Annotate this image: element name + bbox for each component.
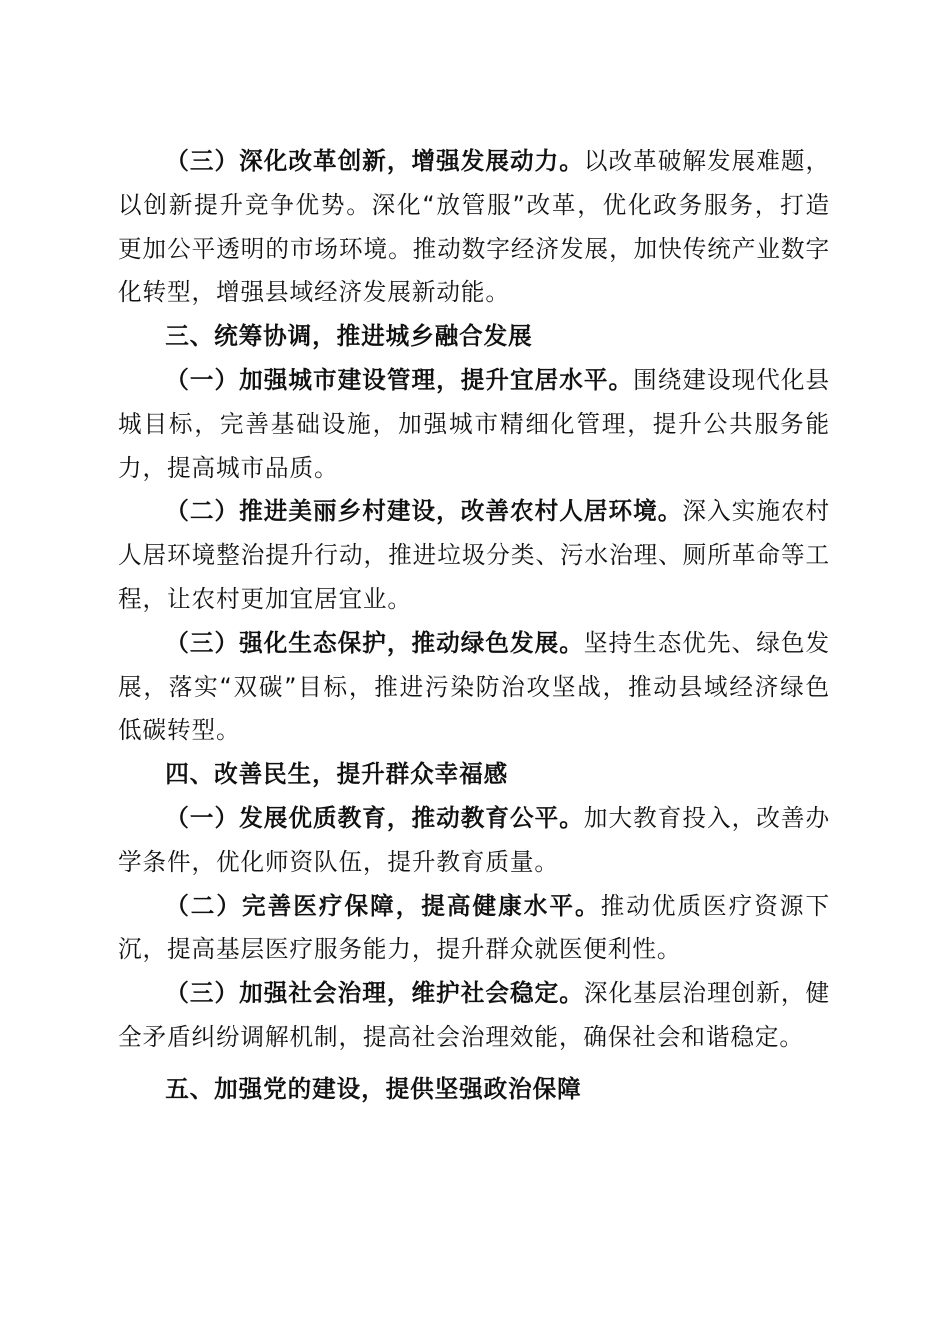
- paragraph-lead: （三）强化生态保护，推动绿色发展。: [165, 628, 584, 657]
- paragraph-healthcare: [118, 885, 830, 973]
- paragraph-body: 以改革破解发展难题，以创新提升竞争优势。深化“放管服”改革，优化政务服务，打造更加公平透明的市场环境。推动数字经济发展，加快传统产业数字化转型，增强县域经济发展新动能。: [118, 147, 830, 307]
- paragraph-ecological-protection: [118, 622, 830, 753]
- section-heading-four: 四、改善民生，提升群众幸福感: [165, 760, 509, 789]
- paragraph-lead: （二）推进美丽乡村建设，改善农村人居环境。: [165, 497, 683, 526]
- paragraph-lead: （一）加强城市建设管理，提升宜居水平。: [165, 365, 634, 394]
- paragraph-body: 深化基层治理创新，健全矛盾纠纷调解机制，提高社会治理效能，确保社会和谐稳定。: [118, 979, 830, 1051]
- paragraph-education: [118, 797, 830, 885]
- paragraph-body: 推动优质医疗资源下沉，提高基层医疗服务能力，提升群众就医便利性。: [118, 891, 830, 964]
- paragraph-beautiful-village: [118, 490, 830, 621]
- paragraph-lead: （一）发展优质教育，推动教育公平。: [165, 803, 584, 832]
- paragraph-lead: （三）加强社会治理，维护社会稳定。: [165, 979, 584, 1008]
- paragraph-social-governance: [118, 972, 830, 1060]
- section-heading-five: 五、加强党的建设，提供坚强政治保障: [165, 1074, 582, 1103]
- paragraph-lead: （三）深化改革创新，增强发展动力。: [165, 147, 584, 175]
- paragraph-urban-construction: [118, 359, 830, 490]
- paragraph-deepen-reform: [118, 140, 830, 315]
- paragraph-body: 围绕建设现代化县城目标，完善基础设施，加强城市精细化管理，提升公共服务能力，提高城市品质。: [118, 365, 830, 482]
- section-heading-three: 三、统筹协调，推进城乡融合发展: [165, 322, 533, 351]
- paragraph-body: 加大教育投入，改善办学条件，优化师资队伍，提升教育质量。: [118, 803, 830, 876]
- paragraph-body: 坚持生态优先、绿色发展，落实“双碳”目标，推进污染防治攻坚战，推动县域经济绿色低碳转型。: [118, 628, 830, 745]
- paragraph-lead: （二）完善医疗保障，提高健康水平。: [165, 891, 601, 920]
- paragraph-body: 深入实施农村人居环境整治提升行动，推进垃圾分类、污水治理、厕所革命等工程，让农村更加宜居宜业。: [118, 497, 830, 613]
- document-page: [118, 140, 830, 1112]
